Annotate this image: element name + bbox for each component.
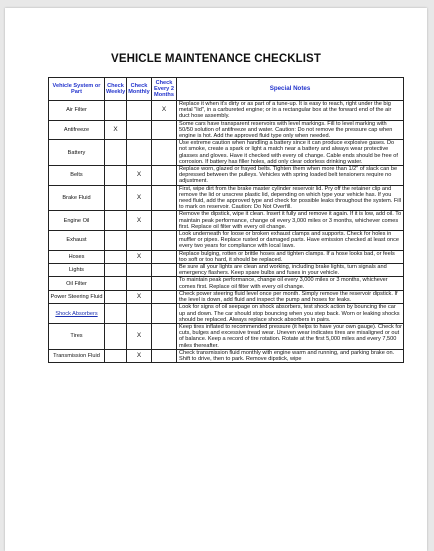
part-name-cell [49,304,105,324]
table-header-row [49,78,404,101]
part-name-cell: Oil Filter [49,277,105,290]
header-weekly: Check Weekly [105,78,127,101]
check-monthly-cell: X [127,185,152,211]
check-monthly-cell: X [127,211,152,231]
part-name-cell-link[interactable]: Shock Absorbers [55,310,98,317]
check-weekly-cell [105,140,127,166]
check-every-2-months-cell [152,140,177,166]
table-row [49,250,404,263]
part-name-cell: Hoses [49,250,105,263]
table-row [49,140,404,166]
check-every-2-months-cell [152,290,177,303]
part-name-cell: Power Steering Fluid [49,290,105,303]
check-weekly-cell [105,185,127,211]
check-monthly-cell [127,277,152,290]
check-every-2-months-cell [152,185,177,211]
check-weekly-cell [105,101,127,121]
table-row [49,211,404,231]
check-every-2-months-cell: X [152,101,177,121]
table-row [49,349,404,362]
maintenance-table [48,77,404,363]
special-notes-cell: Look underneath for loose or broken exhaust clamps and supports. Check for holes in muffler or pipes. Replace rusted or damaged parts. Have emission checked at least once every two years for compliance with local laws. [177,231,404,251]
check-every-2-months-cell [152,304,177,324]
part-name-cell: Air Filter [49,101,105,121]
header-system: Vehicle System or Part [49,78,105,101]
special-notes-cell: Be sure all your lights are clean and working, including brake lights, turn signals and emergency flashers. Keep spare bulbs and fuses in your vehicle. [177,264,404,277]
check-monthly-cell: X [127,166,152,186]
part-name-cell: Brake Fluid [49,185,105,211]
document-title: VEHICLE MAINTENANCE CHECKLIST [111,53,321,65]
special-notes-cell: Look for signs of oil seepage on shock absorbers, test shock action by bouncing the car up and down. The car should stop bouncing when you step back. Worn or leaking shocks should be replaced. Always replace shock absorbers in pairs. [177,304,404,324]
special-notes-cell: Remove the dipstick, wipe it clean. Insert it fully and remove it again. If it is low, add oil. To maintain peak performance, change oil every 3,000 miles or 3 months, whichever comes first. Replace oil filter with every oil change. [177,211,404,231]
table-row [49,277,404,290]
special-notes-cell: Replace worn, glazed or frayed belts. Tighten them when more than 1/2" of slack can be depressed between the pulleys. Vehicles with spring loaded belt tensioners require no adjustment. [177,166,404,186]
table-row [49,166,404,186]
check-every-2-months-cell [152,277,177,290]
special-notes-cell: Check transmission fluid monthly with engine warm and running, and parking brake on. Shift to drive, then to park. Remove dipstick, wipe [177,349,404,362]
check-monthly-cell: X [127,349,152,362]
check-weekly-cell: X [105,120,127,140]
check-every-2-months-cell [152,166,177,186]
check-monthly-cell [127,101,152,121]
check-weekly-cell [105,349,127,362]
table-row [49,304,404,324]
table-row [49,185,404,211]
part-name-cell: Belts [49,166,105,186]
part-name-cell: Antifreeze [49,120,105,140]
part-name-cell: Battery [49,140,105,166]
header-every-2-months: Check Every 2 Months [152,78,177,101]
check-weekly-cell [105,231,127,251]
document-page [5,8,427,551]
table-row [49,264,404,277]
check-every-2-months-cell [152,349,177,362]
check-monthly-cell: X [127,323,152,349]
check-every-2-months-cell [152,323,177,349]
check-weekly-cell [105,264,127,277]
check-monthly-cell [127,140,152,166]
special-notes-cell: Use extreme caution when handling a battery since it can produce explosive gases. Do not smoke, create a spark or light a match near a battery and always wear protective glasses and gloves. Have it checked with every oil change. Cable ends should be free of corrosion. If battery has filler holes, add only clear odorless drinking water. [177,140,404,166]
part-name-cell: Transmission Fluid [49,349,105,362]
check-monthly-cell [127,264,152,277]
part-name-cell: Lights [49,264,105,277]
check-monthly-cell [127,304,152,324]
check-weekly-cell [105,277,127,290]
table-row [49,101,404,121]
special-notes-cell: Some cars have transparent reservoirs with level markings. Fill to level marking with 50/50 solution of antifreeze and water. Caution: Do not remove the pressure cap when engine is hot. Add the approved fluid type only when needed. [177,120,404,140]
special-notes-cell: To maintain peak performance, change oil every 3,000 miles or 3 months, whichever comes first. Replace oil filter with every oil change. [177,277,404,290]
check-every-2-months-cell [152,250,177,263]
check-weekly-cell [105,304,127,324]
check-every-2-months-cell [152,120,177,140]
check-monthly-cell: X [127,250,152,263]
check-weekly-cell [105,323,127,349]
header-special-notes: Special Notes [177,78,404,101]
check-every-2-months-cell [152,211,177,231]
check-every-2-months-cell [152,231,177,251]
special-notes-cell: First, wipe dirt from the brake master cylinder reservoir lid. Pry off the retainer clip and remove the lid or unscrew plastic lid, depending on which type your vehicle has. If you need fluid, add the approved type and check for possible leaks throughout the system. Fill to mark on reservoir. Caution: Do Not Overfill. [177,185,404,211]
table-row [49,231,404,251]
special-notes-cell: Check power steering fluid level once per month. Simply remove the reservoir dipstick. If the level is down, add fluid and inspect the pump and hoses for leaks. [177,290,404,303]
part-name-cell: Tires [49,323,105,349]
check-monthly-cell [127,231,152,251]
check-weekly-cell [105,166,127,186]
special-notes-cell: Replace it when it's dirty or as part of a tune-up. It is easy to reach, right under the big metal "lid", in a carbureted engine; or in a rectangular box at the forward end of the air duct hose assembly. [177,101,404,121]
part-name-cell: Exhaust [49,231,105,251]
table-row [49,290,404,303]
header-monthly: Check Monthly [127,78,152,101]
check-weekly-cell [105,290,127,303]
part-name-cell: Engine Oil [49,211,105,231]
check-every-2-months-cell [152,264,177,277]
check-weekly-cell [105,250,127,263]
table-row [49,323,404,349]
check-monthly-cell [127,120,152,140]
table-row [49,120,404,140]
check-weekly-cell [105,211,127,231]
special-notes-cell: Keep tires inflated to recommended pressure (it helps to have your own gauge). Check for cuts, bulges and excessive tread wear. Uneven wear indicates tires are misaligned or out of balance. Keep a record of tire rotation. Rotate at the first 5,000 miles and every 7,500 miles thereafter. [177,323,404,349]
special-notes-cell: Replace bulging, rotten or brittle hoses and tighten clamps. If a hose looks bad, or feels too soft or too hard, it should be replaced. [177,250,404,263]
check-monthly-cell: X [127,290,152,303]
